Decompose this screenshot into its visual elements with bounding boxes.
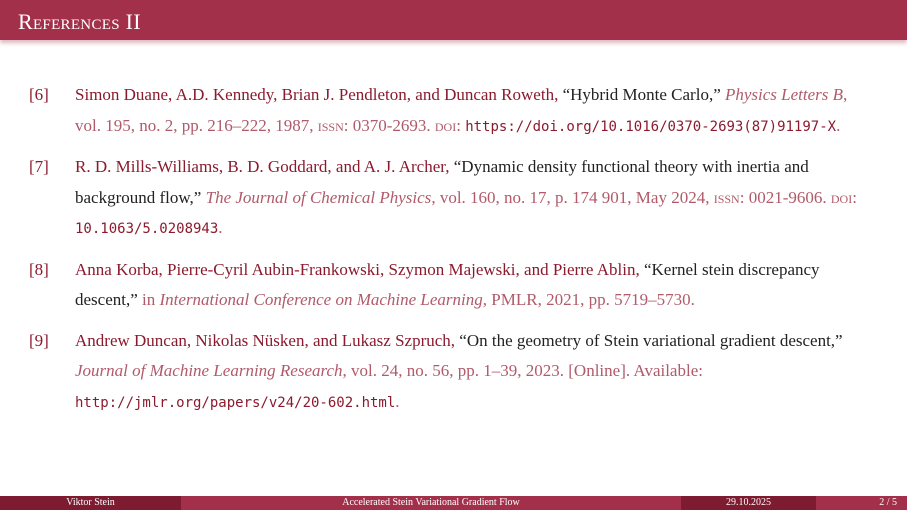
reference-title: “Hybrid Monte Carlo,” [558,85,725,104]
reference-in-label: in [142,290,160,309]
issn-value: : 0370-2693. [343,115,435,135]
reference-item [0,152,907,245]
reference-number: [9] [29,330,49,350]
reference-venue: Physics Letters B [724,85,844,104]
reference-end: . [218,218,223,237]
reference-number: [8] [29,259,49,279]
reference-item [0,326,907,419]
reference-title: “Kernel stein discrepancy descent,” [75,259,820,309]
footer-page-number [816,496,907,510]
reference-list [0,80,907,428]
reference-text [75,255,875,316]
reference-details: , vol. 195, no. 2, pp. 216–222, 1987, [75,85,848,135]
doi-label: doi [830,187,853,207]
reference-authors: R. D. Mills-Williams, B. D. Goddard, and A. J. Archer, [75,157,450,176]
footer-date: 29.10.2025 [681,496,816,510]
reference-venue: Journal of Machine Learning Research [75,361,343,380]
reference-title: “Dynamic density functional theory with inertia and background flow,” [75,157,809,207]
reference-venue: International Conference on Machine Learning [159,290,483,309]
doi-label: doi [434,115,457,135]
reference-text [75,326,875,419]
reference-end: . [836,115,841,135]
doi-separator: : [852,187,857,207]
reference-details: , vol. 160, no. 17, p. 174 901, May 2024, [431,187,714,207]
reference-authors: Simon Duane, A.D. Kennedy, Brian J. Pendleton, and Duncan Roweth, [75,85,559,104]
issn-label: issn [713,187,740,207]
issn-value: : 0021-9606. [739,187,831,207]
reference-item [0,255,907,316]
footer-title: Accelerated Stein Variational Gradient Flow [181,496,681,510]
doi-link[interactable]: 10.1063/5.0208943 [75,221,219,237]
footer-author: Viktor Stein [0,496,181,510]
slide-footer [0,496,907,510]
reference-authors: Anna Korba, Pierre-Cyril Aubin-Frankowski, Szymon Majewski, and Pierre Ablin, [75,259,640,279]
reference-end: . [395,391,400,411]
slide-title: References II [18,9,141,34]
reference-text [75,152,875,245]
reference-text [75,80,875,142]
reference-details: , PMLR, 2021, pp. 5719–5730. [482,290,695,309]
reference-number: [7] [29,157,49,176]
reference-item [0,80,907,142]
doi-separator: : [456,115,466,135]
reference-number: [6] [29,85,49,104]
page-number-text: 2 / 5 [879,497,897,508]
reference-title: “On the geometry of Stein variational gradient descent,” [455,330,843,350]
slide-title-bar [0,0,907,40]
reference-details: , vol. 24, no. 56, pp. 1–39, 2023. [Online]. Available: [342,361,703,380]
url-link[interactable]: http://jmlr.org/papers/v24/20-602.html [75,394,396,411]
reference-venue: The Journal of Chemical Physics [205,187,432,207]
doi-link[interactable]: https://doi.org/10.1016/0370-2693(87)91197-X [465,118,837,135]
reference-authors: Andrew Duncan, Nikolas Nüsken, and Lukasz Szpruch, [75,330,456,350]
issn-label: issn [317,115,344,135]
